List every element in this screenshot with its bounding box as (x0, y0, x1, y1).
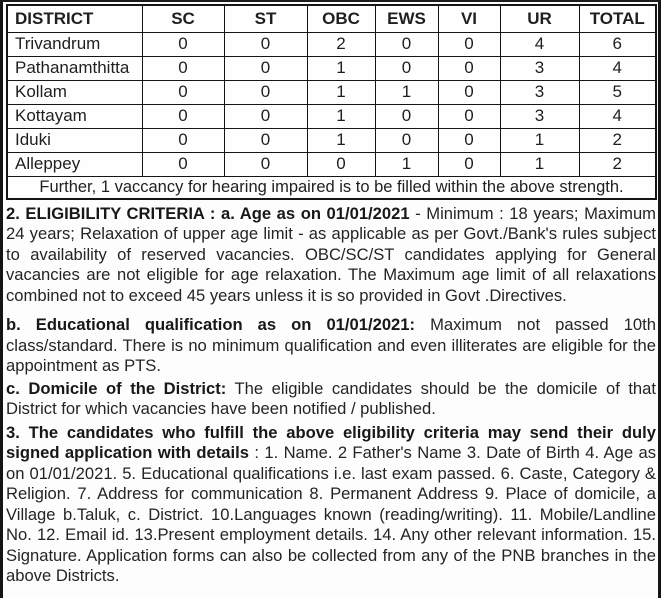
value-cell: 2 (307, 32, 375, 56)
column-header-district: DISTRICT (7, 5, 142, 32)
value-cell: 6 (579, 32, 656, 56)
section-application-heading: 3. The candidates who fulfill the above eligibility criteria may send their duly signed application with details (6, 422, 656, 462)
value-cell: 0 (142, 128, 224, 152)
value-cell: 1 (307, 128, 375, 152)
section-educational-qualification (6, 315, 656, 377)
value-cell: 0 (142, 152, 224, 176)
section-domicile-text: The eligible candidates should be the domicile of that District for which vacancies have been notified / published. (6, 378, 656, 418)
section-education-text: Maximum not passed 10th class/standard. There is no minimum qualification and even illiterates are eligible for the appointment as PTS. (6, 315, 656, 375)
value-cell: 0 (224, 56, 307, 80)
district-cell: Kottayam (7, 104, 142, 128)
column-header-vi: VI (438, 5, 500, 32)
column-header-ur: UR (500, 5, 579, 32)
section-education-heading: b. Educational qualification as on 01/01/2021: (6, 315, 416, 334)
value-cell: 2 (579, 128, 656, 152)
value-cell: 0 (438, 128, 500, 152)
value-cell: 4 (579, 56, 656, 80)
value-cell: 0 (438, 152, 500, 176)
value-cell: 0 (224, 80, 307, 104)
column-header-ews: EWS (375, 5, 438, 32)
table-row (7, 80, 656, 104)
table-row (7, 104, 656, 128)
column-header-sc: SC (142, 5, 224, 32)
value-cell: 0 (142, 80, 224, 104)
table-footer-row (7, 176, 656, 199)
column-header-st: ST (224, 5, 307, 32)
value-cell: 0 (224, 128, 307, 152)
table-row (7, 56, 656, 80)
table-row (7, 152, 656, 176)
section-eligibility-criteria (6, 204, 656, 307)
section-eligibility-heading: 2. ELIGIBILITY CRITERIA : a. Age as on 01/01/2021 (6, 203, 410, 223)
value-cell: 0 (142, 32, 224, 56)
column-header-obc: OBC (307, 5, 375, 32)
section-application-details (6, 423, 656, 587)
value-cell: 0 (438, 80, 500, 104)
value-cell: 0 (438, 32, 500, 56)
value-cell: 0 (307, 152, 375, 176)
value-cell: 4 (500, 32, 579, 56)
value-cell: 0 (438, 56, 500, 80)
value-cell: 2 (579, 152, 656, 176)
value-cell: 1 (307, 80, 375, 104)
notification-body (0, 204, 661, 587)
section-domicile-heading: c. Domicile of the District: (6, 378, 227, 398)
column-header-total: TOTAL (579, 5, 656, 32)
value-cell: 0 (224, 152, 307, 176)
table-header-row (7, 5, 656, 32)
value-cell: 1 (375, 152, 438, 176)
value-cell: 4 (579, 104, 656, 128)
district-cell: Pathanamthitta (7, 56, 142, 80)
district-vacancy-table (6, 4, 657, 200)
value-cell: 0 (375, 128, 438, 152)
table-row (7, 128, 656, 152)
page-border-top (0, 0, 661, 2)
section-application-text: : 1. Name. 2 Father's Name 3. Date of Birth 4. Age as on 01/01/2021. 5. Educational qualifications i.e. last exam passed. 6. Caste, Category & Religion. 7. Address for communication 8. Permanent Address 9. Place of domicile, a Village b.Taluk, c. District. 10.Languages known (reading/writing). 11. Mobile/Landline No. 12. Email id. 13.Present employment details. 14. Any other relevant information. 15. Signature. Application forms can also be collected from any of the PNB branches in the above Districts. (6, 443, 656, 585)
value-cell: 0 (375, 32, 438, 56)
value-cell: 1 (307, 104, 375, 128)
value-cell: 0 (142, 104, 224, 128)
district-cell: Trivandrum (7, 32, 142, 56)
table-row (7, 32, 656, 56)
value-cell: 3 (500, 56, 579, 80)
value-cell: 3 (500, 104, 579, 128)
value-cell: 0 (438, 104, 500, 128)
value-cell: 0 (375, 56, 438, 80)
value-cell: 1 (307, 56, 375, 80)
table-footer-note: Further, 1 vaccancy for hearing impaired is to be filled within the above strength. (7, 176, 656, 199)
value-cell: 3 (500, 80, 579, 104)
value-cell: 0 (224, 32, 307, 56)
section-domicile (6, 379, 656, 420)
page-border-left (0, 0, 3, 598)
section-eligibility-text: - Minimum : 18 years; Maximum 24 years; Relaxation of upper age limit - as applicable as per Govt./Bank's rules subject to availability of reserved vacancies. OBC/SC/ST candidates applying for General vacancies are not eligible for age relaxation. The Maximum age limit of all relaxations combined not to exceed 45 years unless it is so provided in Govt .Directives. (6, 203, 656, 305)
value-cell: 1 (500, 128, 579, 152)
district-cell: Iduki (7, 128, 142, 152)
value-cell: 5 (579, 80, 656, 104)
value-cell: 0 (142, 56, 224, 80)
district-cell: Kollam (7, 80, 142, 104)
value-cell: 1 (500, 152, 579, 176)
district-cell: Alleppey (7, 152, 142, 176)
value-cell: 0 (224, 104, 307, 128)
value-cell: 0 (375, 104, 438, 128)
value-cell: 1 (375, 80, 438, 104)
